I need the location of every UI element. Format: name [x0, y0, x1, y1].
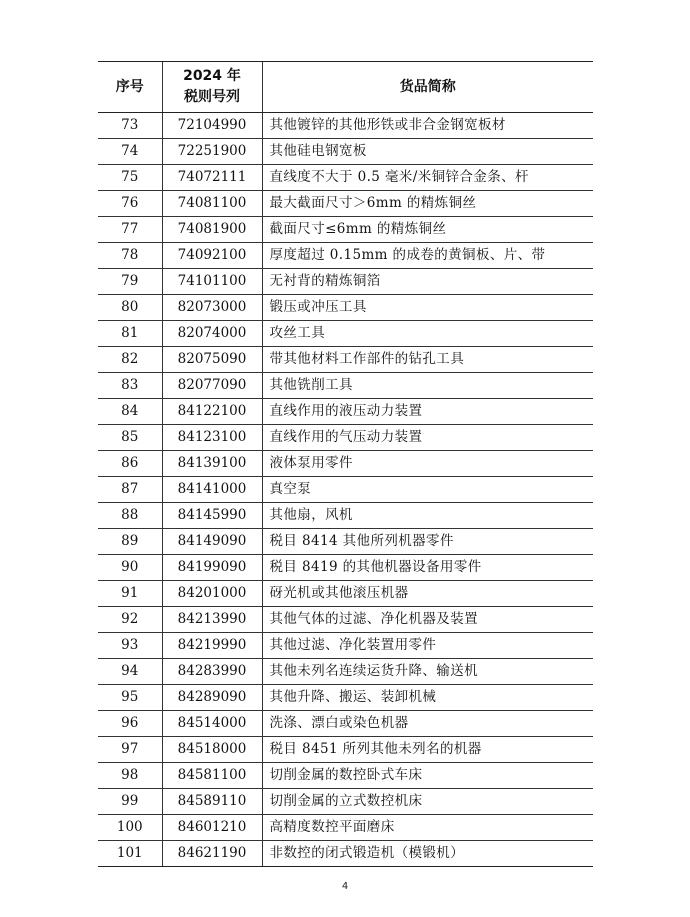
goods-name-cell: 砑光机或其他滚压机器 [262, 581, 593, 607]
seq-cell: 81 [98, 321, 162, 347]
goods-name-cell: 税目 8451 所列其他未列名的机器 [262, 737, 593, 763]
tariff-code-cell: 84518000 [162, 737, 262, 763]
table-header-row [98, 62, 593, 113]
tariff-code-cell: 84589110 [162, 789, 262, 815]
tariff-code-cell: 74081900 [162, 217, 262, 243]
table-row [98, 191, 593, 217]
page-number: 4 [341, 881, 349, 892]
goods-name-cell: 高精度数控平面磨床 [262, 815, 593, 841]
header-code-label: 税则号列 [184, 89, 240, 105]
table-row [98, 659, 593, 685]
table-row [98, 373, 593, 399]
table-row [98, 217, 593, 243]
seq-cell: 84 [98, 399, 162, 425]
tariff-code-cell: 82073000 [162, 295, 262, 321]
table-row [98, 503, 593, 529]
goods-name-cell: 厚度超过 0.15mm 的成卷的黄铜板、片、带 [262, 243, 593, 269]
seq-cell: 99 [98, 789, 162, 815]
tariff-code-cell: 74101100 [162, 269, 262, 295]
seq-cell: 95 [98, 685, 162, 711]
tariff-code-cell: 72104990 [162, 113, 262, 139]
tariff-code-cell: 84123100 [162, 425, 262, 451]
table-row [98, 581, 593, 607]
table-row [98, 399, 593, 425]
goods-name-cell: 切削金属的立式数控机床 [262, 789, 593, 815]
seq-cell: 92 [98, 607, 162, 633]
table-row [98, 737, 593, 763]
seq-cell: 77 [98, 217, 162, 243]
goods-name-cell: 最大截面尺寸＞6mm 的精炼铜丝 [262, 191, 593, 217]
goods-name-cell: 切削金属的数控卧式车床 [262, 763, 593, 789]
goods-name-cell: 税目 8419 的其他机器设备用零件 [262, 555, 593, 581]
tariff-code-cell: 84621190 [162, 841, 262, 867]
tariff-code-cell: 74092100 [162, 243, 262, 269]
table-row [98, 425, 593, 451]
header-code-year: 2024 年 [183, 68, 241, 84]
tariff-code-cell: 82075090 [162, 347, 262, 373]
goods-name-cell: 其他镀锌的其他形铁或非合金钢宽板材 [262, 113, 593, 139]
seq-cell: 83 [98, 373, 162, 399]
seq-cell: 82 [98, 347, 162, 373]
tariff-code-cell: 84139100 [162, 451, 262, 477]
goods-name-cell: 其他升降、搬运、装卸机械 [262, 685, 593, 711]
table-row [98, 113, 593, 139]
goods-name-cell: 其他扇，风机 [262, 503, 593, 529]
table-row [98, 269, 593, 295]
tariff-code-cell: 84141000 [162, 477, 262, 503]
goods-name-cell: 其他气体的过滤、净化机器及装置 [262, 607, 593, 633]
seq-cell: 78 [98, 243, 162, 269]
tariff-code-cell: 72251900 [162, 139, 262, 165]
goods-name-cell: 无衬背的精炼铜箔 [262, 269, 593, 295]
seq-cell: 98 [98, 763, 162, 789]
table-row [98, 763, 593, 789]
table-row [98, 633, 593, 659]
goods-name-cell: 其他未列名连续运货升降、输送机 [262, 659, 593, 685]
tariff-code-cell: 82077090 [162, 373, 262, 399]
table-row [98, 295, 593, 321]
tariff-code-cell: 74081100 [162, 191, 262, 217]
goods-name-cell: 直线作用的液压动力装置 [262, 399, 593, 425]
tariff-code-cell: 84201000 [162, 581, 262, 607]
tariff-code-cell: 84145990 [162, 503, 262, 529]
seq-cell: 101 [98, 841, 162, 867]
table-row [98, 139, 593, 165]
goods-name-cell: 直线作用的气压动力装置 [262, 425, 593, 451]
seq-cell: 87 [98, 477, 162, 503]
goods-name-cell: 液体泵用零件 [262, 451, 593, 477]
seq-cell: 85 [98, 425, 162, 451]
goods-name-cell: 攻丝工具 [262, 321, 593, 347]
goods-name-cell: 税目 8414 其他所列机器零件 [262, 529, 593, 555]
table-row [98, 451, 593, 477]
table-body [98, 113, 593, 867]
table-row [98, 789, 593, 815]
seq-cell: 88 [98, 503, 162, 529]
seq-cell: 90 [98, 555, 162, 581]
tariff-code-cell: 84581100 [162, 763, 262, 789]
goods-name-cell: 其他过滤、净化装置用零件 [262, 633, 593, 659]
table-row [98, 841, 593, 867]
tariff-code-cell: 84199090 [162, 555, 262, 581]
table-row [98, 529, 593, 555]
seq-cell: 100 [98, 815, 162, 841]
seq-cell: 80 [98, 295, 162, 321]
goods-name-cell: 其他铣削工具 [262, 373, 593, 399]
table-row [98, 685, 593, 711]
table-row [98, 815, 593, 841]
goods-name-cell: 非数控的闭式锻造机（模锻机） [262, 841, 593, 867]
header-code [162, 62, 262, 113]
goods-name-cell: 直线度不大于 0.5 毫米/米铜锌合金条、杆 [262, 165, 593, 191]
goods-name-cell: 其他硅电钢宽板 [262, 139, 593, 165]
table-row [98, 711, 593, 737]
seq-cell: 74 [98, 139, 162, 165]
goods-name-cell: 截面尺寸≤6mm 的精炼铜丝 [262, 217, 593, 243]
table-row [98, 321, 593, 347]
seq-cell: 79 [98, 269, 162, 295]
tariff-code-cell: 84122100 [162, 399, 262, 425]
tariff-table [98, 61, 593, 867]
goods-name-cell: 带其他材料工作部件的钻孔工具 [262, 347, 593, 373]
header-name: 货品简称 [262, 62, 593, 113]
table-row [98, 243, 593, 269]
table-row [98, 165, 593, 191]
seq-cell: 73 [98, 113, 162, 139]
goods-name-cell: 洗涤、漂白或染色机器 [262, 711, 593, 737]
seq-cell: 86 [98, 451, 162, 477]
goods-name-cell: 真空泵 [262, 477, 593, 503]
tariff-code-cell: 84213990 [162, 607, 262, 633]
table-row [98, 555, 593, 581]
seq-cell: 96 [98, 711, 162, 737]
seq-cell: 93 [98, 633, 162, 659]
tariff-code-cell: 84289090 [162, 685, 262, 711]
tariff-code-cell: 84219990 [162, 633, 262, 659]
tariff-code-cell: 84514000 [162, 711, 262, 737]
table-row [98, 347, 593, 373]
seq-cell: 91 [98, 581, 162, 607]
seq-cell: 76 [98, 191, 162, 217]
seq-cell: 97 [98, 737, 162, 763]
seq-cell: 89 [98, 529, 162, 555]
tariff-code-cell: 84149090 [162, 529, 262, 555]
tariff-code-cell: 74072111 [162, 165, 262, 191]
tariff-code-cell: 84283990 [162, 659, 262, 685]
table-row [98, 607, 593, 633]
seq-cell: 75 [98, 165, 162, 191]
seq-cell: 94 [98, 659, 162, 685]
table-row [98, 477, 593, 503]
tariff-code-cell: 84601210 [162, 815, 262, 841]
tariff-code-cell: 82074000 [162, 321, 262, 347]
header-seq: 序号 [98, 62, 162, 113]
goods-name-cell: 锻压或冲压工具 [262, 295, 593, 321]
